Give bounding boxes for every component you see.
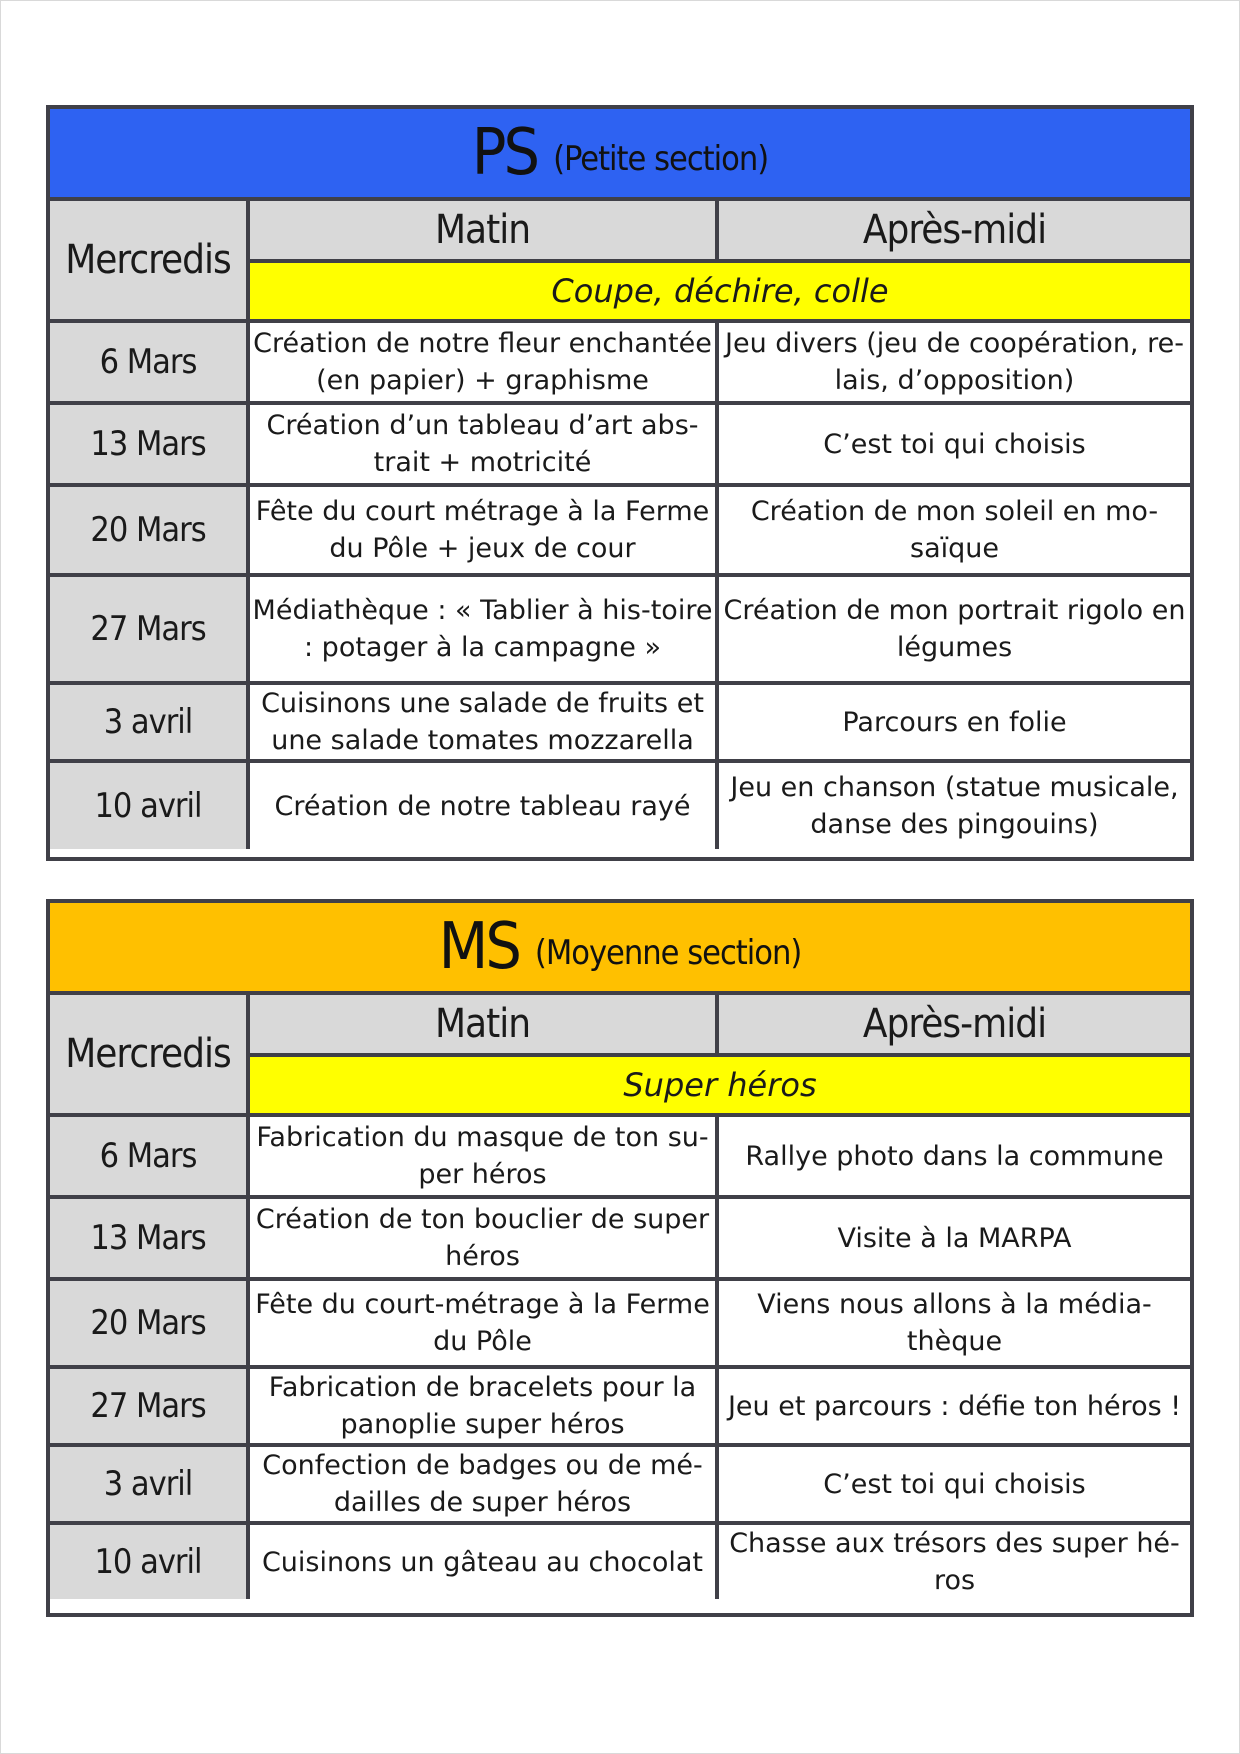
row-date: 3 avril [50,1445,248,1523]
ps-col-morning: Matin [248,201,717,261]
ms-theme: Super héros [248,1055,1190,1115]
table-row [50,485,1190,575]
ms-col-days: Mercredis [50,995,248,1115]
row-date: 6 Mars [50,1115,248,1197]
row-morning: Fête du court métrage à la Ferme du Pôle + jeux de cour [248,485,717,575]
row-date: 27 Mars [50,575,248,683]
row-morning: Création de notre tableau rayé [248,761,717,849]
table-row [50,683,1190,761]
table-row [50,1115,1190,1197]
ms-title: MS [438,910,519,984]
ps-theme: Coupe, déchire, colle [248,261,1190,321]
table-row [50,1523,1190,1599]
row-morning: Confection de badges ou de mé-dailles de super héros [248,1445,717,1523]
row-date: 27 Mars [50,1367,248,1445]
row-morning: Cuisinons une salade de fruits et une salade tomates mozzarella [248,683,717,761]
row-date: 6 Mars [50,321,248,403]
table-row [50,1367,1190,1445]
ps-title-bar [50,109,1190,201]
table-row [50,1279,1190,1367]
ps-title: PS [471,116,538,190]
ms-schedule [46,899,1194,1617]
ms-col-morning: Matin [248,995,717,1055]
row-date: 10 avril [50,761,248,849]
row-morning: Création d’un tableau d’art abs-trait + motricité [248,403,717,485]
row-afternoon: C’est toi qui choisis [717,1445,1190,1523]
ps-schedule [46,105,1194,861]
table-row [50,575,1190,683]
row-afternoon: Création de mon portrait rigolo en légumes [717,575,1190,683]
row-morning: Médiathèque : « Tablier à his-toire : potager à la campagne » [248,575,717,683]
row-date: 10 avril [50,1523,248,1599]
ms-title-bar [50,903,1190,995]
row-morning: Création de notre fleur enchantée (en papier) + graphisme [248,321,717,403]
ms-table [50,995,1190,1599]
row-afternoon: Chasse aux trésors des super hé-ros [717,1523,1190,1599]
row-afternoon: Parcours en folie [717,683,1190,761]
row-afternoon: Rallye photo dans la commune [717,1115,1190,1197]
row-afternoon: Création de mon soleil en mo-saïque [717,485,1190,575]
ps-col-afternoon: Après-midi [717,201,1190,261]
table-row [50,761,1190,849]
table-row [50,1197,1190,1279]
row-afternoon: Jeu en chanson (statue musicale, danse des pingouins) [717,761,1190,849]
ms-col-afternoon: Après-midi [717,995,1190,1055]
ms-subtitle: (Moyenne section) [534,933,802,973]
row-morning: Fabrication du masque de ton su-per héros [248,1115,717,1197]
row-afternoon: Viens nous allons à la média-thèque [717,1279,1190,1367]
row-date: 3 avril [50,683,248,761]
row-morning: Cuisinons un gâteau au chocolat [248,1523,717,1599]
ps-col-days: Mercredis [50,201,248,321]
row-date: 20 Mars [50,1279,248,1367]
row-afternoon: Jeu et parcours : défie ton héros ! [717,1367,1190,1445]
row-morning: Fabrication de bracelets pour la panoplie super héros [248,1367,717,1445]
row-afternoon: Jeu divers (jeu de coopération, re-lais, d’opposition) [717,321,1190,403]
table-row [50,403,1190,485]
row-date: 13 Mars [50,403,248,485]
ps-table [50,201,1190,849]
row-date: 13 Mars [50,1197,248,1279]
row-date: 20 Mars [50,485,248,575]
row-afternoon: C’est toi qui choisis [717,403,1190,485]
ps-subtitle: (Petite section) [553,139,769,179]
row-morning: Fête du court-métrage à la Ferme du Pôle [248,1279,717,1367]
table-row [50,321,1190,403]
row-afternoon: Visite à la MARPA [717,1197,1190,1279]
row-morning: Création de ton bouclier de super héros [248,1197,717,1279]
table-row [50,1445,1190,1523]
